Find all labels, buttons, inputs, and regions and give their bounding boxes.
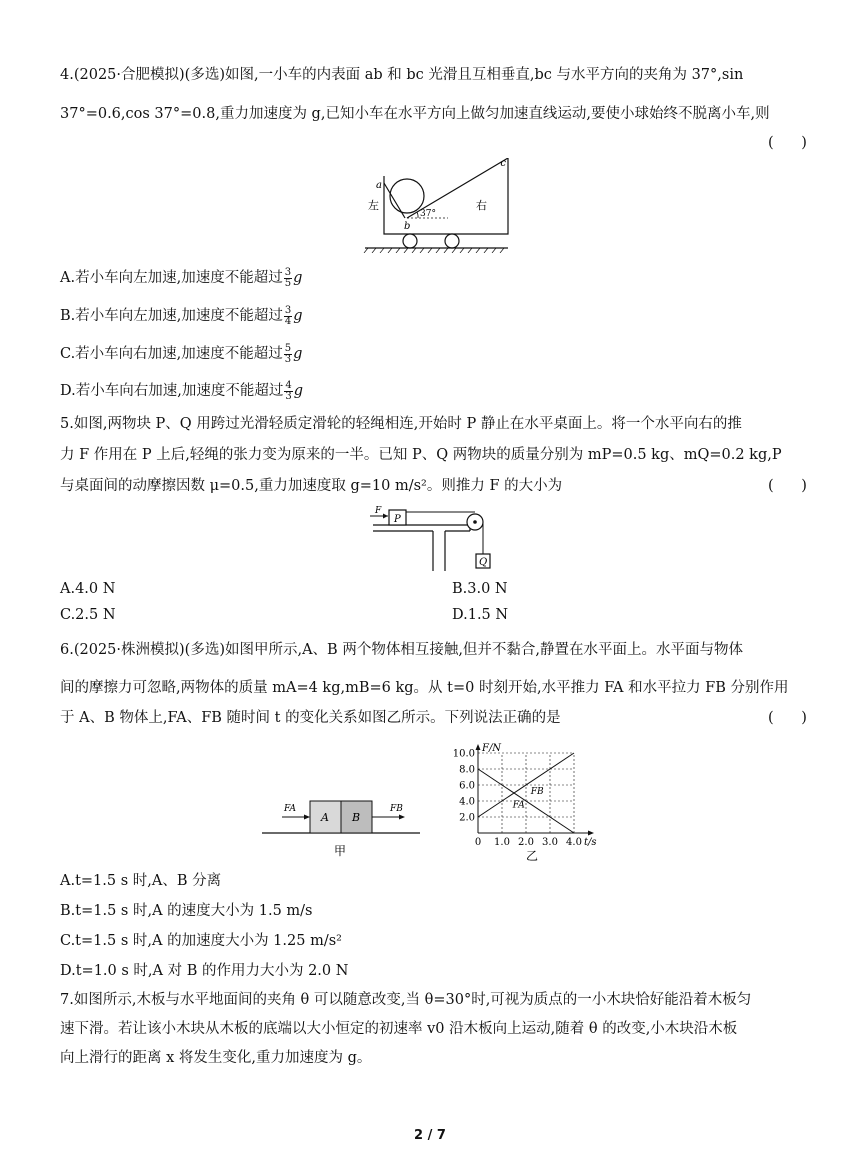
label-b: b [404,221,411,232]
y-tick-label: 8.0 [459,764,475,776]
label-angle: 37° [420,209,436,219]
y-axis-arrow [476,744,481,750]
q6-stem-line2: 间的摩擦力可忽略,两物体的质量 mA=4 kg,mB=6 kg。从 t=0 时刻开始,水平推力 FA 和水平拉力 FB 分别作用 [60,680,789,696]
y-tick-label: 2.0 [459,812,475,824]
q5-stem-line3: 与桌面间的动摩擦因数 μ=0.5,重力加速度取 g=10 m/s²。则推力 F 的大小为 [60,478,563,494]
q4-answer-paren: ( ) [768,135,807,151]
q6-option-c[interactable]: C.t=1.5 s 时,A 的加速度大小为 1.25 m/s² [60,933,342,949]
label-a: a [376,180,382,191]
x-tick-label: 1.0 [494,837,510,848]
q6-option-d[interactable]: D.t=1.0 s 时,A 对 B 的作用力大小为 2.0 N [60,963,349,979]
x-tick-label: 4.0 [566,837,582,848]
q6-option-a[interactable]: A.t=1.5 s 时,A、B 分离 [60,873,222,889]
q6-option-b[interactable]: B.t=1.5 s 时,A 的速度大小为 1.5 m/s [60,903,313,919]
q7-stem-line1: 7.如图所示,木板与水平地面间的夹角 θ 可以随意改变,当 θ=30°时,可视为质点的一小木块恰好能沿着木板匀 [60,992,752,1008]
q6-answer-paren: ( ) [768,710,807,726]
q5-option-d[interactable]: D.1.5 N [452,607,509,623]
label-A: A [321,811,329,824]
q6-blocks-figure [260,795,425,857]
q6-force-time-chart [440,740,615,865]
y-tick-label: 6.0 [459,780,475,792]
y-tick-label: 4.0 [459,796,475,808]
q6-stem-line3: 于 A、B 物体上,FA、FB 随时间 t 的变化关系如图乙所示。下列说法正确的是 [60,710,561,726]
series-label-FB: FB [530,786,544,797]
q4-stem-line1: 4.(2025·合肥模拟)(多选)如图,一小车的内表面 ab 和 bc 光滑且互相垂直,bc 与水平方向的夹角为 37°,sin [60,67,744,83]
x-tick-label: 3.0 [542,837,558,848]
y-axis-label: F/N [482,743,502,754]
page-number: 2 / 7 [414,1128,446,1143]
label-P: P [394,514,401,525]
label-FB: FB [390,804,403,814]
x-axis-arrow [588,831,594,836]
q5-stem-line1: 5.如图,两物块 P、Q 用跨过光滑轻质定滑轮的轻绳相连,开始时 P 静止在水平桌面上。将一个水平向右的推 [60,416,742,432]
label-left: 左 [368,199,379,212]
x-tick-label: 2.0 [518,837,534,848]
q7-stem-line3: 向上滑行的距离 x 将发生变化,重力加速度为 g。 [60,1050,372,1066]
q4-stem-line2: 37°=0.6,cos 37°=0.8,重力加速度为 g,已知小车在水平方向上做匀加速直线运动,要使小球始终不脱离小车,则 [60,106,770,122]
y-tick-label: 10.0 [452,748,475,760]
q5-option-a[interactable]: A.4.0 N [60,581,116,597]
x-axis-label: t/s [584,837,597,848]
q4-option-d[interactable]: D.若小车向右加速,加速度不能超过 $\frac{4}{3}$ g [60,379,303,402]
q7-stem-line2: 速下滑。若让该小木块从木板的底端以大小恒定的初速率 v0 沿木板向上运动,随着 θ 的改变,小木块沿木板 [60,1021,738,1037]
q5-option-b[interactable]: B.3.0 N [452,581,508,597]
label-c: c [500,158,506,169]
label-Q: Q [479,557,488,568]
label-FA: FA [284,804,296,814]
x-tick-label: 0 [474,837,482,848]
caption-jia: 甲 [333,844,347,857]
q5-option-c[interactable]: C.2.5 N [60,607,116,623]
caption-yi: 乙 [525,849,539,863]
label-B: B [352,811,361,824]
q4-cart-figure [360,158,510,253]
q4-option-a[interactable]: A.若小车向左加速,加速度不能超过 $\frac{3}{5}$ g [60,266,303,289]
q5-stem-line2: 力 F 作用在 P 上后,轻绳的张力变为原来的一半。已知 P、Q 两物块的质量分别为 mP=0.5 kg、mQ=0.2 kg,P [60,447,782,463]
q5-pulley-figure [365,503,500,571]
q6-stem-line1: 6.(2025·株洲模拟)(多选)如图甲所示,A、B 两个物体相互接触,但并不黏合,静置在水平面上。水平面与物体 [60,642,744,658]
q4-option-c[interactable]: C.若小车向右加速,加速度不能超过 $\frac{5}{3}$ g [60,342,303,365]
q4-option-b[interactable]: B.若小车向左加速,加速度不能超过 $\frac{3}{4}$ g [60,304,303,327]
label-right: 右 [476,199,487,212]
series-label-FA: FA [512,800,525,811]
q5-answer-paren: ( ) [768,478,807,494]
label-F: F [375,506,382,516]
